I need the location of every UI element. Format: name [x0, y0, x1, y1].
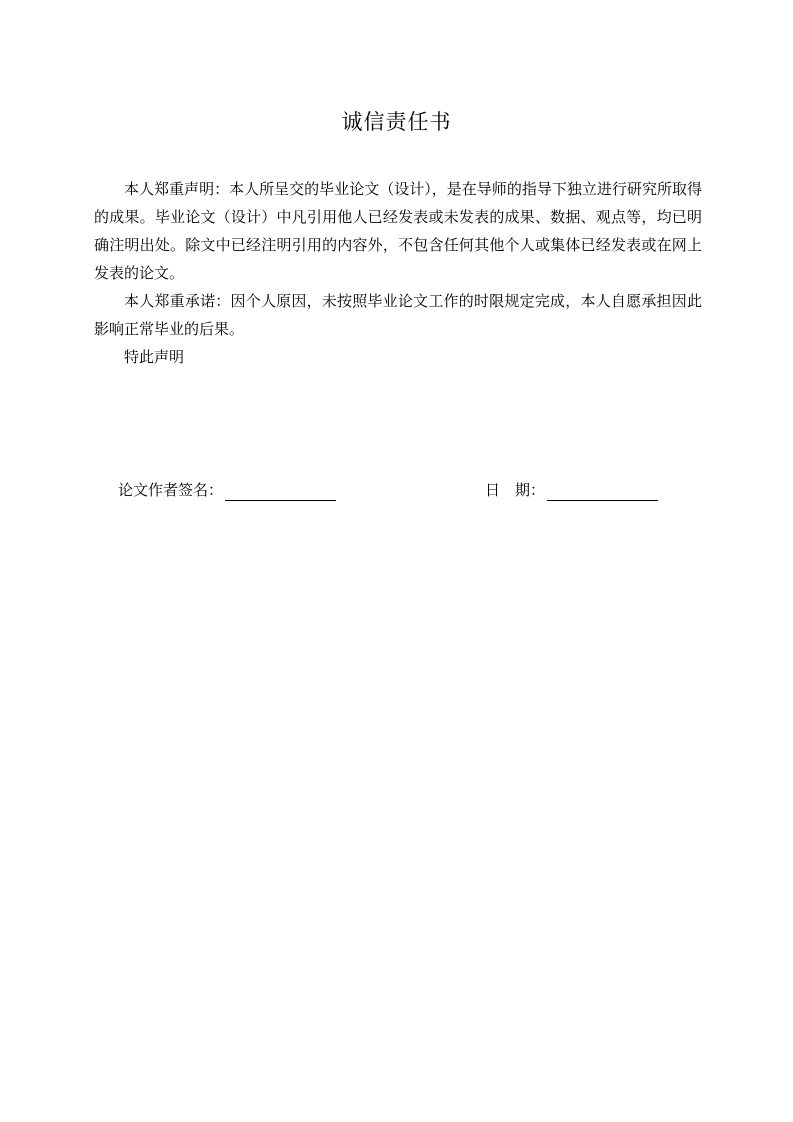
- closing-statement: 特此声明: [124, 348, 185, 366]
- date-label: 日 期：: [485, 481, 546, 499]
- author-signature-label: 论文作者签名：: [118, 481, 224, 499]
- commitment-paragraph: 本人郑重承诺：因个人原因，未按照毕业论文工作的时限规定完成，本人自愿承担因此影响正常毕业的后果。: [94, 292, 702, 338]
- document-title: 诚信责任书: [341, 110, 452, 134]
- author-signature-line[interactable]: [225, 482, 336, 501]
- author-signature-field: [118, 479, 336, 501]
- date-line[interactable]: [547, 482, 658, 501]
- declaration-paragraph: 本人郑重声明：本人所呈交的毕业论文（设计），是在导师的指导下独立进行研究所取得的成果。毕业论文（设计）中凡引用他人已经发表或未发表的成果、数据、观点等，均已明确注明出处。除文中已经注明引用的内容外，不包含任何其他个人或集体已经发表或在网上发表的论文。: [94, 180, 702, 282]
- date-field: [485, 479, 658, 501]
- signature-row: [0, 479, 793, 503]
- document-body: [94, 175, 702, 371]
